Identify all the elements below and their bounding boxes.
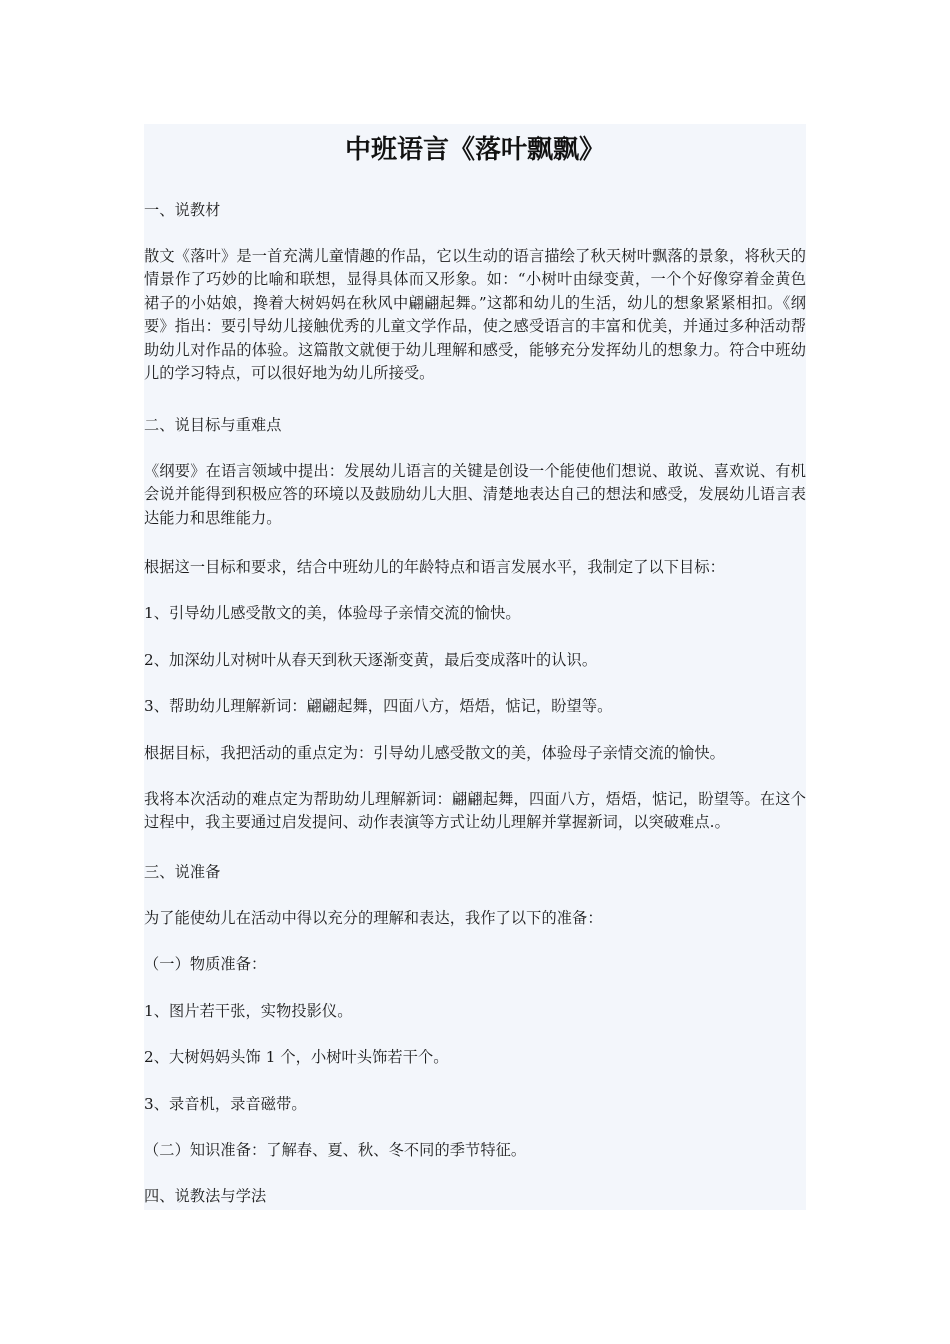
section-heading: 一、说教材: [144, 201, 221, 219]
list-item: 1、图片若干张，实物投影仪。: [144, 1002, 353, 1020]
section-heading: 三、说准备: [144, 863, 221, 881]
paragraph: 散文《落叶》是一首充满儿童情趣的作品，它以生动的语言描绘了秋天树叶飘落的景象，将秋天的情景作了巧妙的比喻和联想，显得具体而又形象。如：“小树叶由绿变黄，一个个好像穿着金黄色裙子的小姑娘，搀着大树妈妈在秋风中翩翩起舞。”这都和幼儿的生活，幼儿的想象紧紧相扣。《纲要》指出：要引导幼儿接触优秀的儿童文学作品，使之感受语言的丰富和优美，并通过多种活动帮助幼儿对作品的体验。这篇散文就便于幼儿理解和感受，能够充分发挥幼儿的想象力。符合中班幼儿的学习特点，可以很好地为幼儿所接受。: [144, 247, 806, 383]
subheading: （一）物质准备：: [144, 955, 267, 973]
paragraph: 根据这一目标和要求，结合中班幼儿的年龄特点和语言发展水平，我制定了以下目标：: [144, 558, 725, 576]
paragraph: （二）知识准备：了解春、夏、秋、冬不同的季节特征。: [144, 1141, 527, 1159]
paragraph: 为了能使幼儿在活动中得以充分的理解和表达，我作了以下的准备：: [144, 909, 603, 927]
list-item: 3、录音机，录音磁带。: [144, 1095, 307, 1113]
section-heading: 四、说教法与学法: [144, 1187, 267, 1205]
section-heading: 二、说目标与重难点: [144, 416, 282, 434]
list-item: 2、加深幼儿对树叶从春天到秋天逐渐变黄，最后变成落叶的认识。: [144, 651, 598, 669]
list-item: 1、引导幼儿感受散文的美，体验母子亲情交流的愉快。: [144, 604, 521, 622]
paragraph: 根据目标，我把活动的重点定为：引导幼儿感受散文的美，体验母子亲情交流的愉快。: [144, 744, 725, 762]
paragraph: 我将本次活动的难点定为帮助幼儿理解新词：翩翩起舞，四面八方，焐焐，惦记，盼望等。在这个过程中，我主要通过启发提问、动作表演等方式让幼儿理解并掌握新词，以突破难点.。: [144, 790, 806, 832]
list-item: 3、帮助幼儿理解新词：翩翩起舞，四面八方，焐焐，惦记，盼望等。: [144, 697, 613, 715]
document-content: [144, 124, 806, 1210]
list-item: 2、大树妈妈头饰 1 个，小树叶头饰若干个。: [144, 1048, 449, 1066]
paragraph: 《纲要》在语言领域中提出：发展幼儿语言的关键是创设一个能使他们想说、敢说、喜欢说、有机会说并能得到积极应答的环境以及鼓励幼儿大胆、清楚地表达自己的想法和感受，发展幼儿语言表达能力和思维能力。: [144, 462, 806, 527]
document-title: 中班语言《落叶飘飘》: [344, 135, 605, 165]
